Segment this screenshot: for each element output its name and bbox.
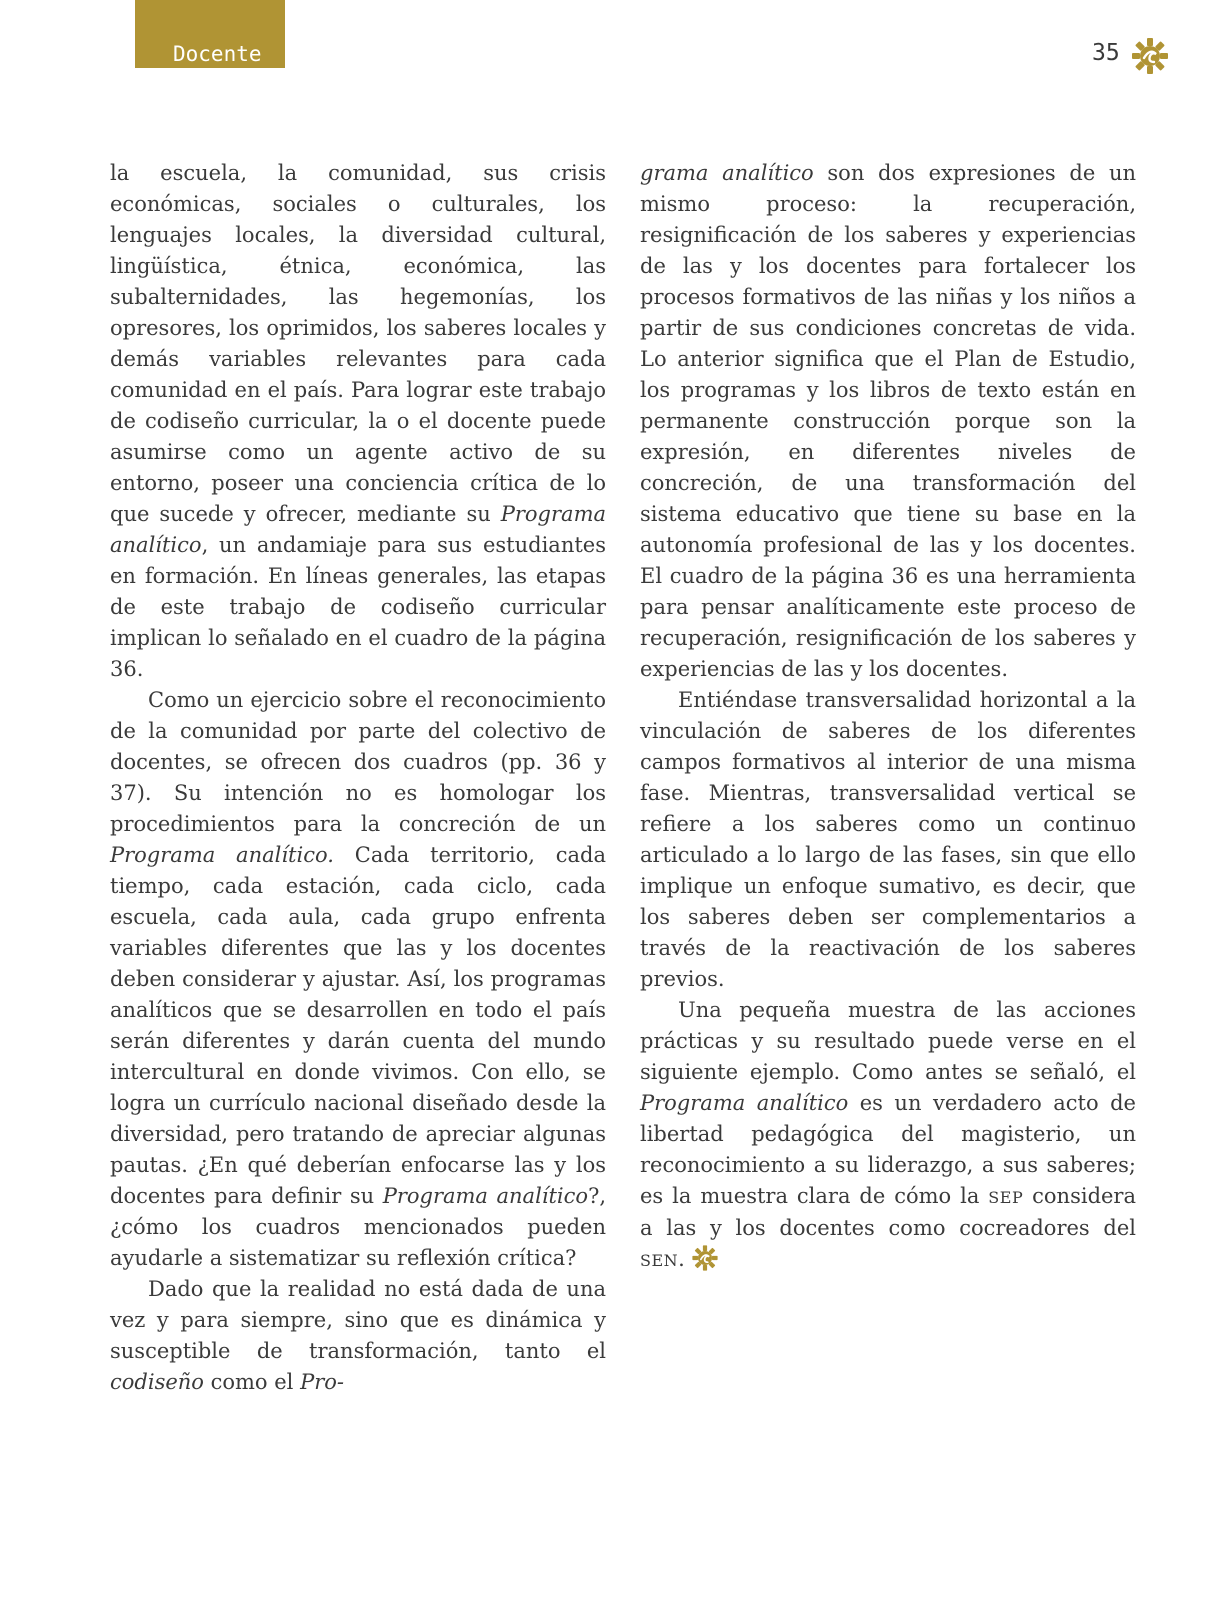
acronym: SEN [640,1251,679,1270]
page-number: 35 [1092,40,1120,66]
right-column [640,158,1136,1276]
paragraph: Como un ejercicio sobre el reconocimiento de la comunidad por parte del colectivo de docentes, se ofrecen dos cuadros (pp. 36 y 37). Su intención no es homologar los procedimientos para la concreción de un Programa analítico. Cada territorio, cada tiempo, cada estación, cada ciclo, cada escuela, cada aula, cada grupo enfrenta variables diferentes que las y los docentes deben considerar y ajustar. Así, los programas analíticos que se desarrollen en todo el país serán diferentes y darán cuenta del mundo intercultural en donde vivimos. Con ello, se logra un currículo nacional diseñado desde la diversidad, pero tratando de apreciar algunas pautas. ¿En qué deberían enfocarse las y los docentes para definir su Programa analítico?, ¿cómo los cuadros mencionados pueden ayudarle a sistematizar su reflexión crítica? [110,688,606,1270]
section-tab [135,0,285,68]
paragraph: grama analítico son dos expresiones de un mismo proceso: la recuperación, resignificación de los saberes y experiencias de las y los docentes para fortalecer los procesos formativos de las niñas y los niños a partir de sus condiciones concretas de vida. Lo anterior significa que el Plan de Estudio, los programas y los libros de texto están en permanente construcción porque son la expresión, en diferentes niveles de concreción, de una transformación del sistema educativo que tiene su base en la autonomía profesional de las y los docentes. El cuadro de la página 36 es una herramienta para pensar analíticamente este proceso de recuperación, resignificación de los saberes y experiencias de las y los docentes. [640,161,1136,681]
paragraph: la escuela, la comunidad, sus crisis económicas, sociales o culturales, los lenguajes locales, la diversidad cultural, lingüística, étnica, económica, las subalternidades, las hegemonías, los opresores, los oprimidos, los saberes locales y demás variables relevantes para cada comunidad en el país. Para lograr este trabajo de codiseño curricular, la o el docente puede asumirse como un agente activo de su entorno, poseer una conciencia crítica de lo que sucede y ofrecer, mediante su Programa analítico, un andamiaje para sus estudiantes en formación. En líneas generales, las etapas de este trabajo de codiseño curricular implican lo señalado en el cuadro de la página 36. [110,161,606,681]
paragraph: Entiéndase transversalidad horizontal a la vinculación de saberes de los diferentes campos formativos al interior de una misma fase. Mientras, transversalidad vertical se refiere a los saberes como un continuo articulado a lo largo de las fases, sin que ello implique un enfoque sumativo, es decir, que los saberes deben ser complementarios a través de la reactivación de los saberes previos. [640,688,1136,991]
paragraph: Una pequeña muestra de las acciones prácticas y su resultado puede verse en el siguiente ejemplo. Como antes se señaló, el Programa analítico es un verdadero acto de libertad pedagógica del magisterio, un reconocimiento a su liderazgo, a sus saberes; es la muestra clara de cómo la SEP considera a las y los docentes como cocreadores del SEN. [640,998,1136,1271]
gear-logo-end-icon [691,1244,719,1272]
acronym: SEP [988,1188,1024,1207]
gear-logo-icon [1130,36,1170,76]
paragraph: Dado que la realidad no está dada de una vez y para siempre, sino que es dinámica y susceptible de transformación, tanto el codiseño como el Pro- [110,1277,606,1394]
section-label: Docente [173,42,262,66]
left-column [110,158,606,1398]
